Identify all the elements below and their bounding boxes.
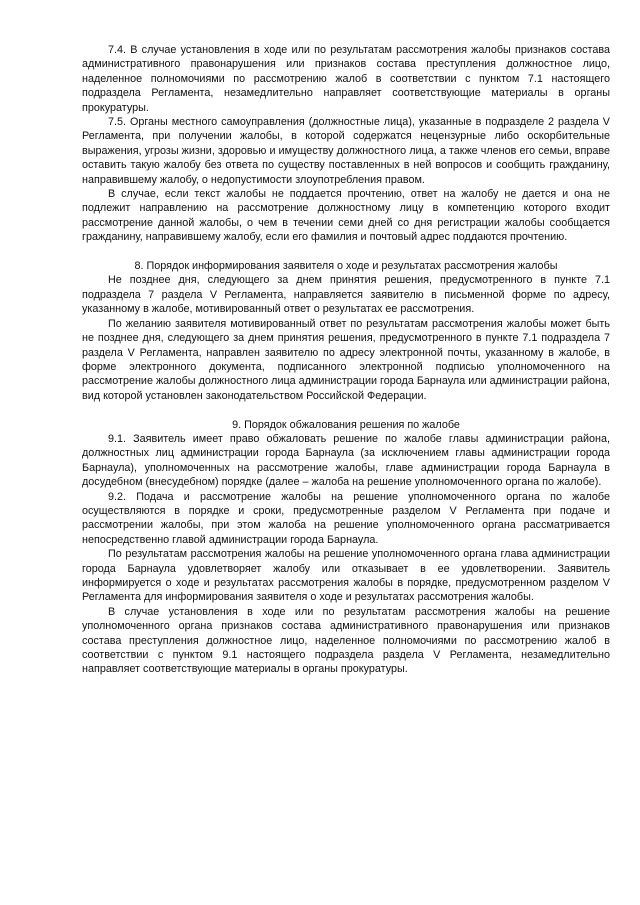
section-9-heading: 9. Порядок обжалования решения по жалобе	[232, 418, 460, 431]
paragraph-7-4: 7.4. В случае установления в ходе или по результатам рассмотрения жалобы признаков состава административного правонарушения или признаков состава преступления должностное лицо, наделенное полномочиями по рассмотрению жалоб в соответствии с пунктом 7.1 настоящего подраздела Регламента, незамедлительно направляет соответствующие материалы в органы прокуратуры.	[82, 44, 610, 114]
paragraph-9-results: По результатам рассмотрения жалобы на решение уполномоченного органа глава администрации города Барнаула удовлетворяет жалобу или отказывает в ее удовлетворении. Заявитель информируется о ходе и результатах рассмотрения жалобы в порядке, предусмотренном разделом V Регламента для информирования заявителя о ходе и результатах рассмотрения жалобы.	[82, 548, 610, 604]
paragraph-unreadable-complaint: В случае, если текст жалобы не поддается прочтению, ответ на жалобу не дается и она не подлежит направлению на рассмотрение должностному лицу в компетенцию которого входит рассмотрение данной жалобы, о чем в течении семи дней со дня регистрации жалобы сообщается гражданину, направившему жалобу, если его фамилия и почтовый адрес поддаются прочтению.	[82, 188, 610, 244]
document-page	[82, 43, 610, 677]
paragraph-9-violation: В случае установления в ходе или по результатам рассмотрения жалобы на решение уполномоченного органа признаков состава административного правонарушения или признаков состава преступления должностное лицо, наделенное полномочиями по рассмотрению жалоб в соответствии с пунктом 9.1 настоящего подраздела раздела V Регламента, незамедлительно направляет соответствующие материалы в органы прокуратуры.	[82, 605, 610, 676]
paragraph-7-5: 7.5. Органы местного самоуправления (должностные лица), указанные в подразделе 2 раздела V Регламента, при получении жалобы, в которой содержатся нецензурные либо оскорбительные выражения, угрозы жизни, здоровью и имуществу должностного лица, а также членов его семьи, вправе оставить такую жалобу без ответа по существу поставленных в ней вопросов и сообщить гражданину, направившему жалобу, о недопустимости злоупотребления правом.	[82, 116, 610, 186]
paragraph-9-1: 9.1. Заявитель имеет право обжаловать решение по жалобе главы администрации района, должностных лиц администрации города Барнаула (за исключением главы администрации города Барнаула), уполномоченных на рассмотрение жалобы, главе администрации города Барнаула в досудебном (внесудебном) порядке (далее – жалоба на решение уполномоченного органа по жалобе).	[82, 432, 610, 489]
section-8-heading: 8. Порядок информирования заявителя о ходе и результатах рассмотрения жалобы	[134, 260, 558, 273]
section-spacer	[82, 245, 610, 259]
paragraph-9-2: 9.2. Подача и рассмотрение жалобы на решение уполномоченного органа по жалобе осуществляются в порядке и сроки, предусмотренные разделом V Регламента при подаче и рассмотрении жалобы, при этом жалоба на решение уполномоченного органа рассматривается непосредственно главой администрации города Барнаула.	[82, 490, 610, 546]
section-spacer	[82, 403, 610, 417]
paragraph-8-1: Не позднее дня, следующего за днем принятия решения, предусмотренного в пункте 7.1 подраздела 7 раздела V Регламента, направляется заявителю в письменной форме по адресу, указанному в жалобе, мотивированный ответ о результатах ее рассмотрения.	[82, 274, 610, 316]
paragraph-8-2: По желанию заявителя мотивированный ответ по результатам рассмотрения жалобы может быть не позднее дня, следующего за днем принятия решения, предусмотренного в пункте 7.1 подраздела 7 раздела V Регламента, направлен заявителю по адресу электронной почты, указанному в жалобе, в форме электронного документа, подписанного электронной подписью уполномоченного на рассмотрение жалобы должностного лица администрации города Барнаула или администрации района, вид которой установлен законодательством Российской Федерации.	[82, 317, 610, 402]
